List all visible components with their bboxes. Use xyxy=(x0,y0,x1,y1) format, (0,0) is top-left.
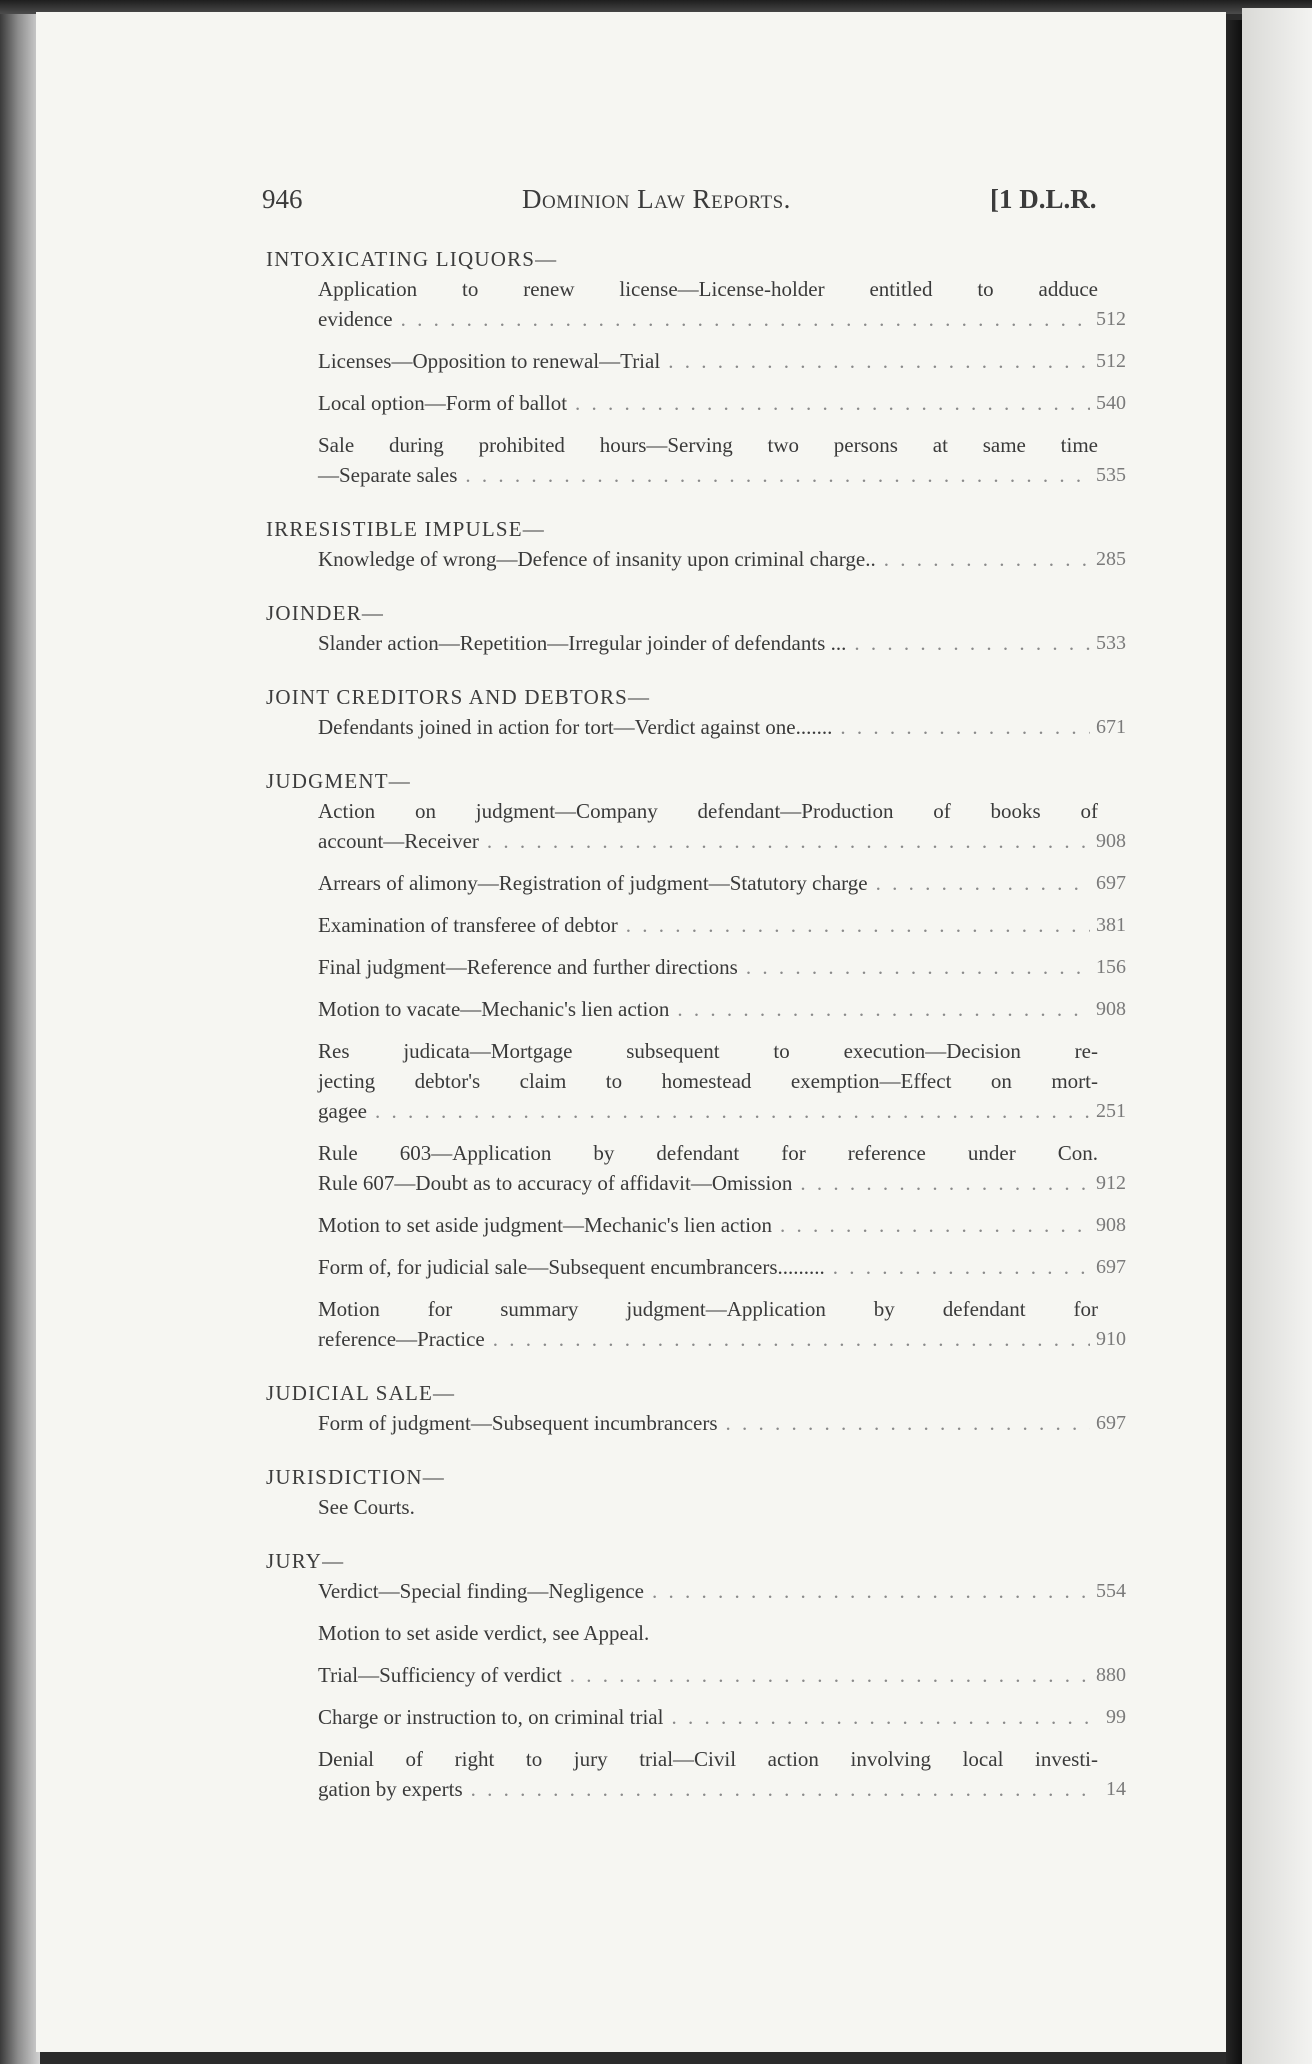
leader-dots xyxy=(800,1168,1090,1198)
page-reference: 908 xyxy=(1096,998,1126,1020)
entry-text-line: Final judgment—Reference and further directions xyxy=(318,955,738,979)
leader-dots xyxy=(570,1660,1090,1690)
book-gutter xyxy=(1226,20,1242,2064)
entry-text-line: Motion for summary judgment—Application by defendant for xyxy=(318,1297,1098,1321)
page-reference: 912 xyxy=(1096,1172,1126,1194)
index-entry xyxy=(318,1492,1126,1522)
leader-dots xyxy=(833,1252,1090,1282)
section-heading: JURISDICTION— xyxy=(266,1465,445,1489)
volume-label: [1 D.L.R. xyxy=(990,184,1097,214)
index-entry xyxy=(318,712,1126,742)
leader-dots xyxy=(854,628,1090,658)
entry-text-line: Examination of transferee of debtor xyxy=(318,913,618,937)
entry-text-line: Motion to vacate—Mechanic's lien action xyxy=(318,997,670,1021)
entry-text-line: Rule 603—Application by defendant for reference under Con. xyxy=(318,1141,1098,1165)
section-heading: JURY— xyxy=(266,1549,345,1573)
facing-page-edge xyxy=(1242,8,1312,2064)
leader-dots xyxy=(652,1576,1090,1606)
index-entry xyxy=(318,1660,1126,1690)
running-title: Dominion Law Reports. xyxy=(522,184,791,214)
index-list xyxy=(266,244,1126,1804)
index-entry xyxy=(318,1036,1126,1126)
entry-text-line: Form of judgment—Subsequent incumbrancers xyxy=(318,1411,718,1435)
page-reference: 535 xyxy=(1096,464,1126,486)
page-reference: 381 xyxy=(1096,914,1126,936)
leader-dots xyxy=(471,1774,1090,1804)
page-reference: 156 xyxy=(1096,956,1126,978)
index-entry xyxy=(318,796,1126,856)
entry-text-line: jecting debtor's claim to homestead exemption—Effect on mort- xyxy=(318,1069,1098,1093)
entry-text-line: Licenses—Opposition to renewal—Trial xyxy=(318,349,661,373)
section-heading: JUDGMENT— xyxy=(266,769,411,793)
page-reference: 99 xyxy=(1106,1706,1126,1728)
entry-text-line: Defendants joined in action for tort—Verdict against one....... xyxy=(318,715,833,739)
page-reference: 554 xyxy=(1096,1580,1126,1602)
entry-text-line: Knowledge of wrong—Defence of insanity upon criminal charge.. xyxy=(318,547,876,571)
entry-text-line: account—Receiver xyxy=(318,829,479,853)
page-reference: 533 xyxy=(1096,632,1126,654)
index-entry xyxy=(318,868,1126,898)
index-entry xyxy=(318,346,1126,376)
section-heading: JOINDER— xyxy=(266,601,385,625)
entry-text-line: Arrears of alimony—Registration of judgment—Statutory charge xyxy=(318,871,868,895)
page-reference: 251 xyxy=(1096,1100,1126,1122)
leader-dots xyxy=(465,460,1090,490)
page-reference: 671 xyxy=(1096,716,1126,738)
entry-text-line: Application to renew license—License-holder entitled to adduce xyxy=(318,277,1098,301)
entry-text-line: reference—Practice xyxy=(318,1327,485,1351)
entry-text-line: See Courts. xyxy=(318,1495,415,1519)
page-reference: 540 xyxy=(1096,392,1126,414)
leader-dots xyxy=(401,304,1090,334)
section-heading: JUDICIAL SALE— xyxy=(266,1381,456,1405)
index-entry xyxy=(318,1408,1126,1438)
page-reference: 697 xyxy=(1096,1256,1126,1278)
index-entry xyxy=(318,430,1126,490)
index-entry xyxy=(318,994,1126,1024)
leader-dots xyxy=(840,712,1090,742)
page-reference: 880 xyxy=(1096,1664,1126,1686)
section-heading: IRRESISTIBLE IMPULSE— xyxy=(266,517,545,541)
page-reference: 697 xyxy=(1096,872,1126,894)
leader-dots xyxy=(487,826,1090,856)
index-entry xyxy=(318,1576,1126,1606)
index-entry xyxy=(318,544,1126,574)
index-entry xyxy=(318,628,1126,658)
entry-text-line: Slander action—Repetition—Irregular joinder of defendants ... xyxy=(318,631,847,655)
index-entry xyxy=(318,1618,1126,1648)
leader-dots xyxy=(626,910,1090,940)
index-entry xyxy=(318,388,1126,418)
index-entry xyxy=(318,1252,1126,1282)
page-reference: 14 xyxy=(1106,1778,1126,1800)
index-entry xyxy=(318,1702,1126,1732)
index-entry xyxy=(318,1210,1126,1240)
section-heading: INTOXICATING LIQUORS— xyxy=(266,247,558,271)
page-reference: 512 xyxy=(1096,350,1126,372)
leader-dots xyxy=(726,1408,1090,1438)
entry-text-line: Sale during prohibited hours—Serving two persons at same time xyxy=(318,433,1098,457)
index-entry xyxy=(318,1294,1126,1354)
entry-text-line: Verdict—Special finding—Negligence xyxy=(318,1579,644,1603)
index-entry xyxy=(318,274,1126,334)
entry-text-line: Motion to set aside verdict, see Appeal. xyxy=(318,1621,650,1645)
scan-left-edge xyxy=(0,0,40,2064)
page-reference: 910 xyxy=(1096,1328,1126,1350)
index-entry xyxy=(318,952,1126,982)
leader-dots xyxy=(668,346,1090,376)
page-reference: 908 xyxy=(1096,830,1126,852)
leader-dots xyxy=(677,994,1090,1024)
page-reference: 697 xyxy=(1096,1412,1126,1434)
entry-text-line: Trial—Sufficiency of verdict xyxy=(318,1663,562,1687)
leader-dots xyxy=(884,544,1090,574)
index-entry xyxy=(318,1744,1126,1804)
page-reference: 512 xyxy=(1096,308,1126,330)
entry-text-line: Motion to set aside judgment—Mechanic's lien action xyxy=(318,1213,773,1237)
entry-text-line: Local option—Form of ballot xyxy=(318,391,568,415)
leader-dots xyxy=(746,952,1090,982)
page-reference: 285 xyxy=(1096,548,1126,570)
index-entry xyxy=(318,1138,1126,1198)
entry-text-line: Denial of right to jury trial—Civil action involving local investi- xyxy=(318,1747,1098,1771)
leader-dots xyxy=(671,1702,1090,1732)
entry-text-line: Rule 607—Doubt as to accuracy of affidavit—Omission xyxy=(318,1171,793,1195)
entry-text-line: gagee xyxy=(318,1099,367,1123)
entry-text-line: Action on judgment—Company defendant—Production of books of xyxy=(318,799,1098,823)
entry-text-line: evidence xyxy=(318,307,393,331)
section-heading: JOINT CREDITORS AND DEBTORS— xyxy=(266,685,651,709)
page-reference: 908 xyxy=(1096,1214,1126,1236)
entry-text-line: —Separate sales xyxy=(318,463,458,487)
leader-dots xyxy=(876,868,1090,898)
entry-text-line: Charge or instruction to, on criminal trial xyxy=(318,1705,664,1729)
entry-text-line: Res judicata—Mortgage subsequent to execution—Decision re- xyxy=(318,1039,1098,1063)
page-number: 946 xyxy=(262,184,303,214)
leader-dots xyxy=(780,1210,1090,1240)
entry-text-line: Form of, for judicial sale—Subsequent encumbrancers......... xyxy=(318,1255,825,1279)
leader-dots xyxy=(493,1324,1090,1354)
leader-dots xyxy=(375,1096,1090,1126)
index-entry xyxy=(318,910,1126,940)
entry-text-line: gation by experts xyxy=(318,1777,463,1801)
leader-dots xyxy=(575,388,1090,418)
